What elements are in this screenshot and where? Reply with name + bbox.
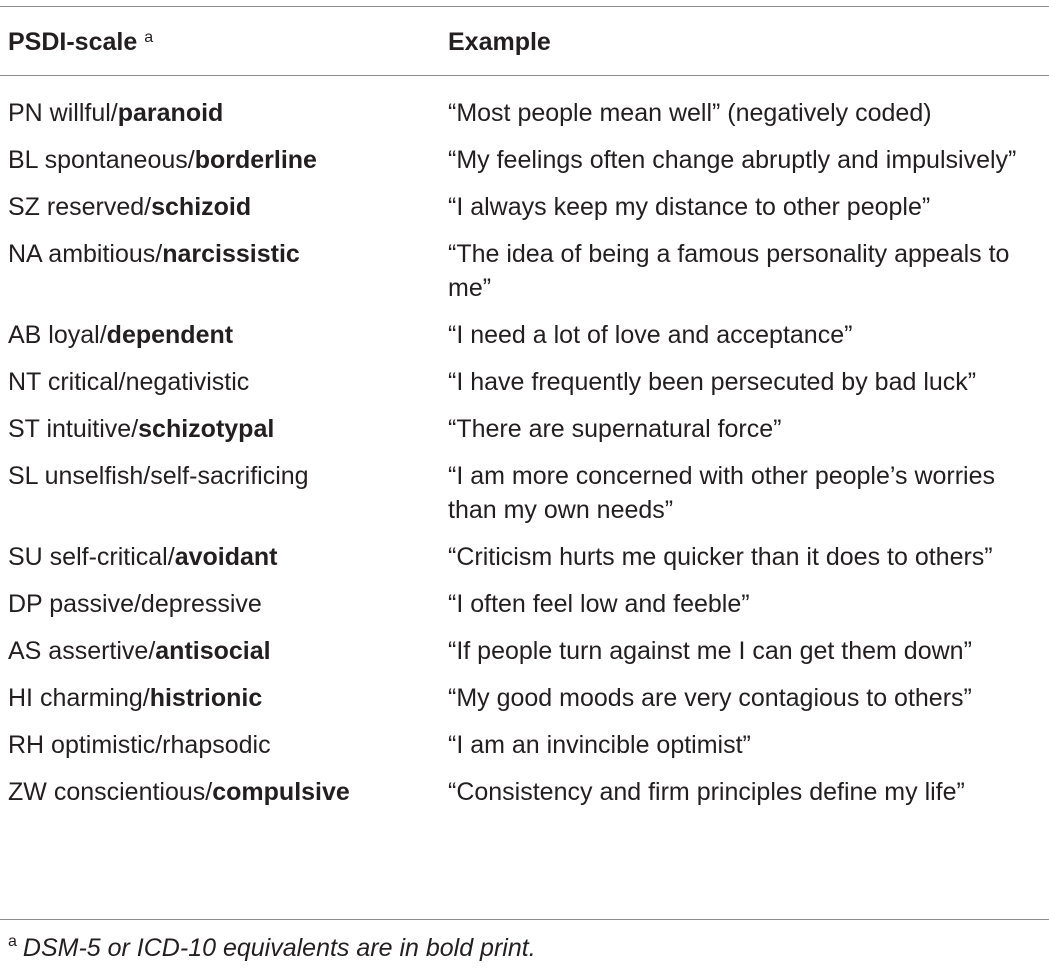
footnote-text: DSM-5 or ICD-10 equivalents are in bold print. <box>22 934 536 962</box>
psdi-scale-cell <box>8 459 309 493</box>
scale-name: DP passive/depressive <box>8 590 262 618</box>
psdi-scale-cell <box>8 143 317 177</box>
dsm-equivalent: schizotypal <box>138 415 275 443</box>
footnote-marker: a <box>8 933 17 950</box>
psdi-scale-cell <box>8 365 249 399</box>
scale-name: ZW conscientious/ <box>8 778 213 806</box>
table-row <box>0 412 1049 446</box>
table-row <box>0 587 1049 621</box>
psdi-scale-cell <box>8 190 251 224</box>
scale-name: ST intuitive/ <box>8 415 139 443</box>
example-cell: “I have frequently been persecuted by bad luck” <box>448 368 977 396</box>
psdi-scale-cell <box>8 587 262 621</box>
bottom-rule <box>0 919 1049 920</box>
dsm-equivalent: schizoid <box>151 193 252 221</box>
example-cell: “I am more concerned with other people’s worries than my own needs” <box>448 462 996 524</box>
header-psdi-scale: PSDI-scale $^a$ <box>8 28 154 56</box>
table-row <box>0 775 1049 809</box>
scale-name: SZ reserved/ <box>8 193 152 221</box>
dsm-equivalent: avoidant <box>174 543 278 571</box>
scale-name: AS assertive/ <box>8 637 156 665</box>
example-cell: “My good moods are very contagious to others” <box>448 684 972 712</box>
dsm-equivalent: paranoid <box>117 99 224 127</box>
scale-name: NA ambitious/ <box>8 240 163 268</box>
dsm-equivalent: borderline <box>194 146 317 174</box>
psdi-scale-cell <box>8 540 277 574</box>
psdi-scale-cell <box>8 775 350 809</box>
psdi-scale-cell <box>8 634 271 668</box>
dsm-equivalent: compulsive <box>212 778 350 806</box>
scale-name: PN willful/ <box>8 99 118 127</box>
table-row <box>0 237 1049 305</box>
table-row <box>0 634 1049 668</box>
scale-name: NT critical/negativistic <box>8 368 250 396</box>
example-cell: “I am an invincible optimist” <box>448 731 751 759</box>
example-cell: “I often feel low and feeble” <box>448 590 750 618</box>
table-body <box>0 96 1049 822</box>
table-row <box>0 728 1049 762</box>
scale-name: BL spontaneous/ <box>8 146 195 174</box>
example-cell: “I always keep my distance to other people” <box>448 193 931 221</box>
dsm-equivalent: narcissistic <box>162 240 300 268</box>
psdi-scale-cell <box>8 681 262 715</box>
dsm-equivalent: histrionic <box>149 684 263 712</box>
table-row <box>0 540 1049 574</box>
example-cell: “I need a lot of love and acceptance” <box>448 321 853 349</box>
table-row <box>0 365 1049 399</box>
scale-name: SL unselfish/self-sacrificing <box>8 462 309 490</box>
header-rule <box>0 75 1049 76</box>
table-footnote <box>8 928 536 972</box>
table-row <box>0 96 1049 130</box>
table-row <box>0 318 1049 352</box>
table-row <box>0 459 1049 527</box>
dsm-equivalent: antisocial <box>155 637 271 665</box>
psdi-scale-cell <box>8 412 274 446</box>
example-cell: “The idea of being a famous personality appeals to me” <box>448 240 1010 302</box>
example-cell: “Consistency and firm principles define my life” <box>448 778 965 806</box>
example-cell: “Criticism hurts me quicker than it does to others” <box>448 543 993 571</box>
example-cell: “Most people mean well” (negatively coded) <box>448 99 932 127</box>
example-cell: “My feelings often change abruptly and impulsively” <box>448 146 1017 174</box>
example-cell: “If people turn against me I can get them down” <box>448 637 972 665</box>
header-footnote-marker: a <box>144 29 154 46</box>
scale-name: HI charming/ <box>8 684 150 712</box>
scale-name: SU self-critical/ <box>8 543 175 571</box>
table-row <box>0 681 1049 715</box>
psdi-scale-cell <box>8 318 233 352</box>
psdi-scale-cell <box>8 728 271 762</box>
scale-name: AB loyal/ <box>8 321 107 349</box>
header-example: Example <box>448 28 551 56</box>
table-row <box>0 190 1049 224</box>
top-rule <box>0 6 1049 7</box>
example-cell: “There are supernatural force” <box>448 415 782 443</box>
dsm-equivalent: dependent <box>106 321 234 349</box>
psdi-scale-cell <box>8 96 223 130</box>
psdi-scale-cell <box>8 237 300 271</box>
scale-name: RH optimistic/rhapsodic <box>8 731 271 759</box>
table-row <box>0 143 1049 177</box>
